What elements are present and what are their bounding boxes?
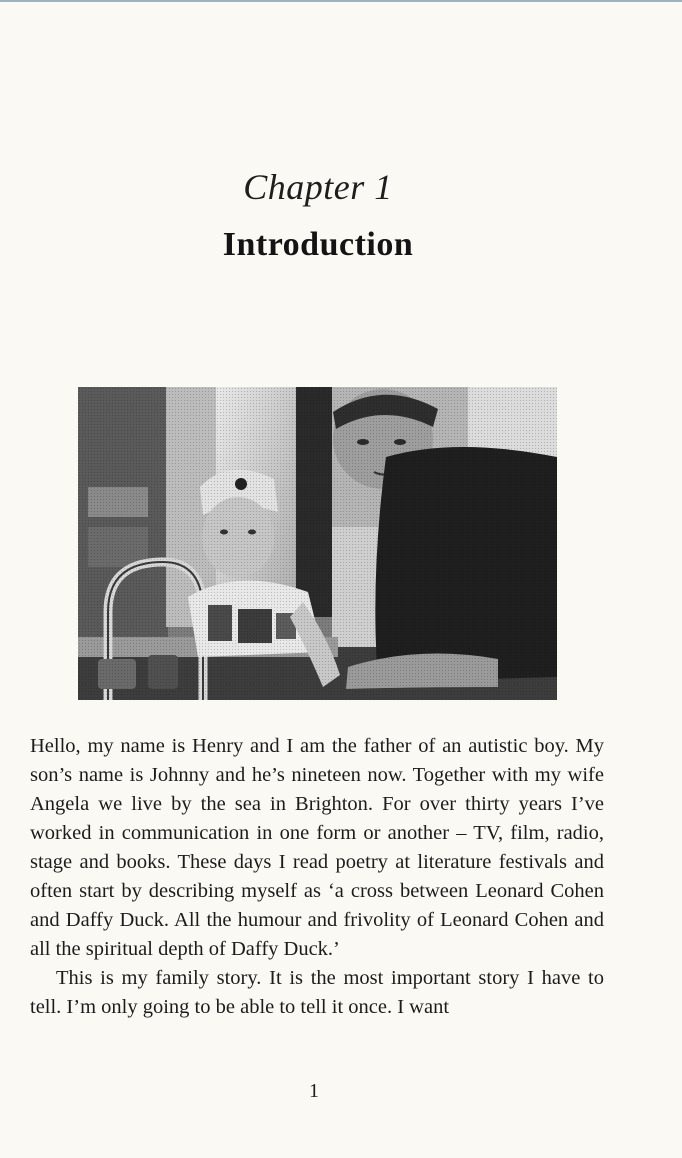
chapter-title: Introduction — [222, 226, 414, 263]
chapter-body — [30, 732, 604, 1022]
chapter-label: Chapter 1 — [243, 167, 393, 207]
top-edge-rule — [0, 0, 682, 2]
page-number: 1 — [309, 1080, 319, 1102]
paragraph-1: Hello, my name is Henry and I am the father of an autistic boy. My son’s name is Johnny and he’s nineteen now. Together with my wife Angela we live by the sea in Brighton. For over thirty years I’ve worked in communication in one form or another – TV, film, radio, stage and books. These days I read poetry at literature festivals and often start by describing myself as ‘a cross between Leonard Cohen and Daffy Duck. All the humour and frivolity of Leonard Cohen and all the spiritual depth of Daffy Duck.’ — [30, 735, 604, 960]
paragraph-2: This is my family story. It is the most important story I have to tell. I’m only going to be able to tell it once. I want — [30, 967, 604, 1018]
chapter-photo — [78, 387, 557, 700]
